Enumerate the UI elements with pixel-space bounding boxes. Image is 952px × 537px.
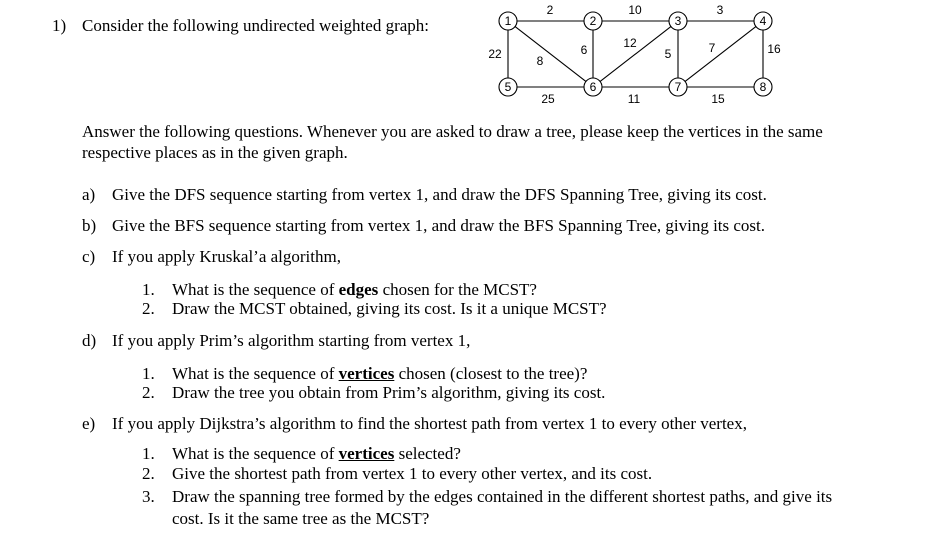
item-c-sub1 (172, 280, 537, 300)
item-d-text: If you apply Prim’s algorithm starting from vertex 1, (112, 331, 471, 350)
item-e-text: If you apply Dijkstra’s algorithm to find the shortest path from vertex 1 to every other vertex, (112, 414, 747, 433)
vertex-label: 2 (589, 14, 597, 28)
item-d-sub1-number: 1. (142, 364, 155, 383)
item-d-sub1 (172, 364, 587, 384)
vertex-4 (754, 12, 772, 30)
item-d-sub1-post: chosen (closest to the tree)? (394, 364, 588, 383)
edge-2-6 (581, 30, 593, 78)
item-c-sub1-post: chosen for the MCST? (378, 280, 537, 299)
vertex-label: 8 (759, 80, 767, 94)
item-e-sub3-line-1: Draw the spanning tree formed by the edges contained in the different shortest paths, and give its (172, 487, 833, 506)
edge-line (685, 27, 756, 82)
instructions-line-2: respective places as in the given graph. (82, 143, 348, 162)
vertex-label: 4 (759, 14, 767, 28)
item-b-label: b) (82, 216, 97, 235)
vertex-6 (584, 78, 602, 96)
item-c-sub1-bold: edges (338, 280, 379, 299)
edge-weight-label: 3 (716, 3, 724, 17)
edge-7-8 (687, 87, 754, 106)
item-c-sub1-number: 1. (142, 280, 155, 299)
item-d-sub2-number: 2. (142, 383, 155, 402)
vertex-1 (499, 12, 517, 30)
edge-4-7 (685, 27, 756, 82)
edge-weight-label: 15 (711, 92, 725, 106)
item-e-sub3-number: 3. (142, 487, 155, 506)
edge-line (515, 27, 586, 82)
edge-weight-label: 6 (580, 43, 588, 57)
vertex-8 (754, 78, 772, 96)
question-number: 1) (52, 16, 67, 35)
item-e-sub2: Give the shortest path from vertex 1 to every other vertex, and its cost. (172, 464, 653, 483)
item-c-sub1-pre: What is the sequence of (172, 280, 339, 299)
vertex-label: 5 (504, 80, 512, 94)
vertex-label: 7 (674, 80, 682, 94)
vertex-3 (669, 12, 687, 30)
item-d-sub1-underlined: vertices (338, 364, 395, 383)
item-e-sub1-number: 1. (142, 444, 155, 463)
item-e-sub3-line-2: cost. Is it the same tree as the MCST? (172, 509, 430, 528)
edge-1-6 (515, 27, 586, 82)
item-c-sub2: Draw the MCST obtained, giving its cost. Is it a unique MCST? (172, 299, 607, 318)
edge-weight-label: 2 (546, 3, 554, 17)
vertex-2 (584, 12, 602, 30)
vertex-7 (669, 78, 687, 96)
edge-3-7 (665, 30, 678, 78)
item-e-sub1-post: selected? (394, 444, 461, 463)
edge-5-6 (517, 87, 584, 106)
edge-line (600, 27, 671, 82)
vertex-label: 3 (674, 14, 682, 28)
item-e-sub1-pre: What is the sequence of (172, 444, 339, 463)
item-a-text: Give the DFS sequence starting from vertex 1, and draw the DFS Spanning Tree, giving its cost. (112, 185, 767, 204)
vertex-5 (499, 78, 517, 96)
edge-weight-label: 7 (708, 41, 716, 55)
edge-3-4 (687, 3, 754, 21)
edge-3-6 (600, 27, 671, 82)
edge-weight-label: 5 (664, 47, 672, 61)
edge-weight-label: 25 (541, 92, 555, 106)
vertex-label: 1 (504, 14, 512, 28)
item-c-text: If you apply Kruskal’a algorithm, (112, 247, 341, 266)
edge-weight-label: 12 (623, 36, 637, 50)
instructions-line-1: Answer the following questions. Whenever you are asked to draw a tree, please keep the vertices in the same (82, 122, 823, 141)
edge-weight-label: 8 (536, 54, 544, 68)
edge-weight-label: 22 (488, 47, 502, 61)
edge-1-2 (517, 3, 584, 21)
edge-2-3 (602, 3, 669, 21)
edge-weight-label: 16 (767, 42, 781, 56)
item-d-sub2: Draw the tree you obtain from Prim’s algorithm, giving its cost. (172, 383, 606, 402)
item-e-sub1-underlined: vertices (338, 444, 395, 463)
item-d-label: d) (82, 331, 97, 350)
weighted-graph (480, 0, 800, 120)
edge-weight-label: 11 (627, 92, 641, 106)
question-intro: Consider the following undirected weighted graph: (82, 16, 429, 35)
item-e-label: e) (82, 414, 96, 433)
item-b-text: Give the BFS sequence starting from vertex 1, and draw the BFS Spanning Tree, giving its cost. (112, 216, 766, 235)
item-e-sub1 (172, 444, 461, 464)
item-a-label: a) (82, 185, 96, 204)
edge-1-5 (488, 30, 508, 78)
item-d-sub1-pre: What is the sequence of (172, 364, 339, 383)
item-c-sub2-number: 2. (142, 299, 155, 318)
vertex-label: 6 (589, 80, 597, 94)
item-e-sub2-number: 2. (142, 464, 155, 483)
edge-4-8 (763, 30, 781, 78)
item-c-label: c) (82, 247, 96, 266)
edge-weight-label: 10 (628, 3, 642, 17)
edge-6-7 (602, 87, 669, 106)
